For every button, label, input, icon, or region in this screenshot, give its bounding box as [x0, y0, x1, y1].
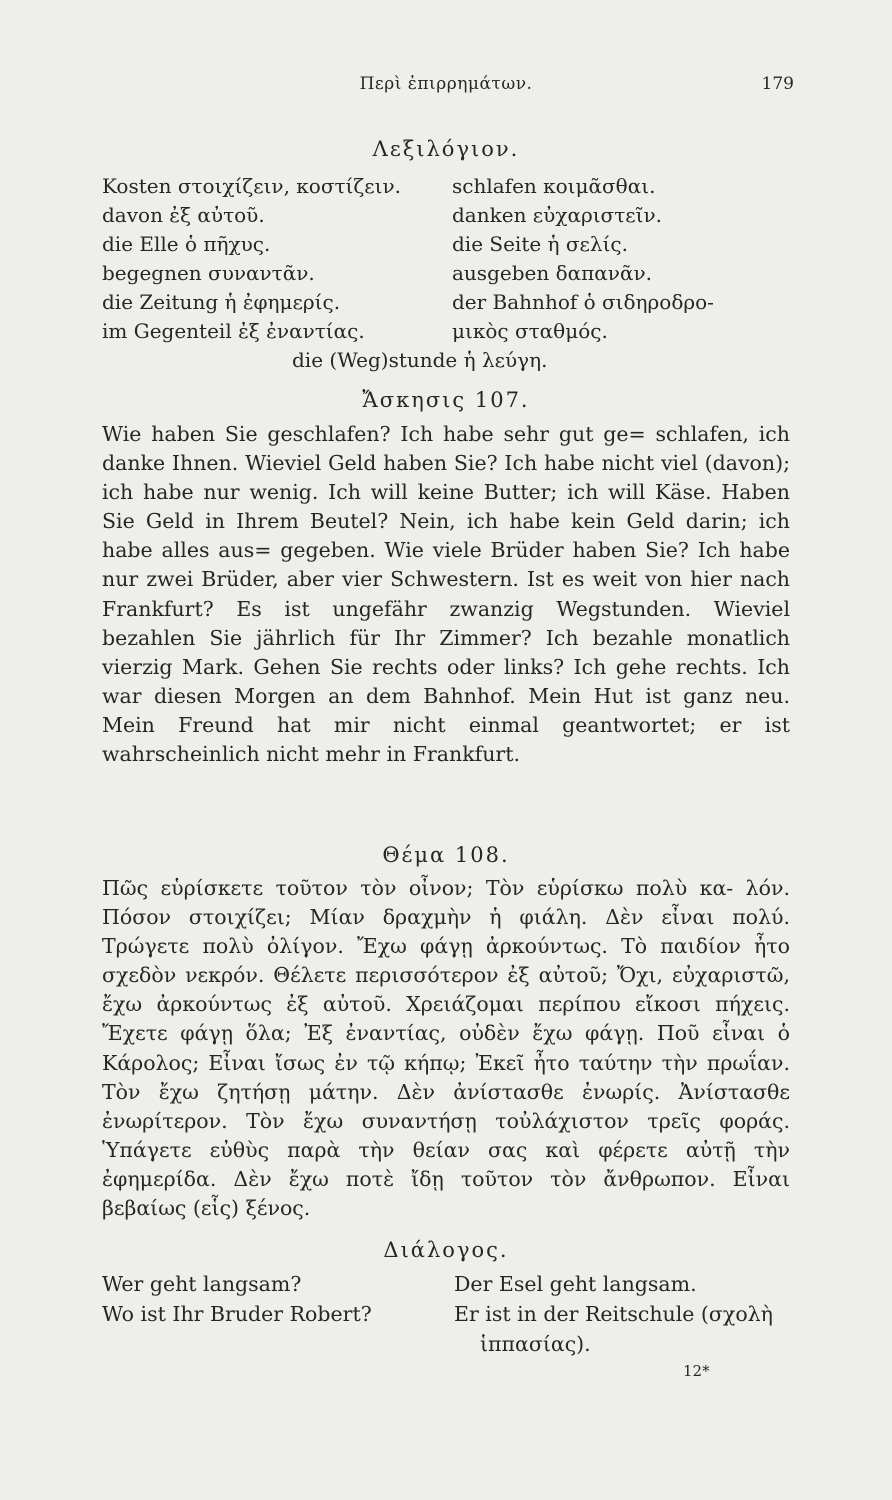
dialogue: [102, 1269, 792, 1359]
vocab-entry: Kosten στοιχίζειν, κοστίζειν.: [102, 174, 401, 198]
vocab-entry: ausgeben δαπανᾶν.: [452, 261, 652, 285]
dialogue-heading: Διάλογος.: [383, 1238, 509, 1262]
dialogue-answer: Der Esel geht langsam.: [454, 1272, 697, 1296]
signature-mark: 12*: [683, 1362, 710, 1380]
running-head: [0, 74, 892, 102]
dialogue-question: Wo ist Ihr Bruder Robert?: [102, 1302, 372, 1326]
dialogue-question: Wer geht langsam?: [102, 1272, 302, 1296]
vocab-row: [102, 230, 792, 259]
theme-text: Πῶς εὑρίσκετε τοῦτον τὸν οἶνον; Τὸν εὑρίσκω πολὺ κα- λόν. Πόσον στοιχίζει; Μίαν δραχμὴν ἡ φιάλη. Δὲν εἶναι πολύ. Τρώγετε πολὺ ὀλίγον. Ἔχω φάγῃ ἀρκούντως. Τὸ παιδίον ἦτο σχεδὸν νεκρόν. Θέλετε περισσότερον ἐξ αὐτοῦ; Ὄχι, εὐχαριστῶ, ἔχω ἀρκούντως ἐξ αὐτοῦ. Χρειάζομαι περίπου εἴκοσι πήχεις. Ἔχετε φάγῃ ὅλα; Ἐξ ἐναντίας, οὐδὲν ἔχω φάγῃ. Ποῦ εἶναι ὁ Κάρολος; Εἶναι ἴσως ἐν τῷ κήπῳ; Ἐκεῖ ἦτο ταύτην τὴν πρωΐαν. Τὸν ἔχω ζητήσῃ μάτην. Δὲν ἀνίστασθε ἐνωρίς. Ἀνίστασθε ἐνωρίτερον. Τὸν ἔχω συναντήσῃ τοὐλάχιστον τρεῖς φοράς. Ὑπάγετε εὐθὺς παρὰ τὴν θείαν σας καὶ φέρετε αὐτῇ τὴν ἐφημερίδα. Δὲν ἔχω ποτὲ ἴδῃ τοῦτον τὸν ἄνθρωπον. Εἶναι βεβαίως (εἷς) ξένος.: [102, 876, 790, 1221]
vocab-entry: schlafen κοιμᾶσθαι.: [452, 174, 656, 198]
vocab-entry: die Seite ἡ σελίς.: [452, 232, 628, 256]
vocab-entry: im Gegenteil ἐξ ἐναντίας.: [102, 319, 365, 343]
vocab-entry: begegnen συναντᾶν.: [102, 261, 315, 285]
dialogue-row: [102, 1269, 792, 1299]
dialogue-row: [102, 1299, 792, 1329]
vocab-row: [102, 317, 792, 346]
vocab-entry: davon ἐξ αὐτοῦ.: [102, 203, 265, 227]
dialogue-answer-continuation: ἱππασίας).: [480, 1332, 591, 1356]
vocab-entry: der Bahnhof ὁ σιδηροδρο-: [452, 290, 714, 314]
vocab-row: [102, 288, 792, 317]
vocab-row: [102, 346, 792, 375]
exercise-text: Wie haben Sie geschlafen? Ich habe sehr gut ge= schlafen, ich danke Ihnen. Wieviel Geld haben Sie? Ich habe nicht viel (davon); ich habe nur wenig. Ich will keine Butter; ich will Käse. Haben Sie Geld in Ihrem Beutel? Nein, ich habe kein Geld darin; ich habe alles aus= gegeben. Wie viele Brüder haben Sie? Ich habe nur zwei Brüder, aber vier Schwestern. Ist es weit von hier nach Frankfurt? Es ist ungefähr zwanzig Wegstunden. Wieviel bezahlen Sie jährlich für Ihr Zimmer? Ich bezahle monatlich vierzig Mark. Gehen Sie rechts oder links? Ich gehe rechts. Ich war diesen Morgen an dem Bahnhof. Mein Hut ist ganz neu. Mein Freund hat mir nicht einmal geantwortet; er ist wahrscheinlich nicht mehr in Frankfurt.: [102, 422, 790, 767]
dialogue-answer: Er ist in der Reitschule (σχολὴ: [454, 1302, 773, 1326]
running-title: Περὶ ἐπιρρημάτων.: [359, 74, 533, 94]
dialogue-row: [102, 1329, 792, 1359]
vocabulary-list: [102, 172, 792, 375]
vocab-entry: die Zeitung ἡ ἐφημερίς.: [102, 290, 341, 314]
vocab-entry: μικὸς σταθμός.: [452, 319, 608, 343]
page-number: 179: [761, 74, 794, 94]
vocab-row: [102, 259, 792, 288]
vocab-entry: danken εὐχαριστεῖν.: [452, 203, 662, 227]
vocab-row: [102, 201, 792, 230]
exercise-heading: Ἄσκησις 107.: [362, 388, 530, 412]
lexicon-heading: Λεξιλόγιον.: [372, 137, 520, 161]
vocab-entry: die (Weg)stunde ἡ λεύγη.: [292, 348, 548, 372]
vocab-row: [102, 172, 792, 201]
theme-heading: Θέμα 108.: [382, 843, 510, 867]
vocab-entry: die Elle ὁ πῆχυς.: [102, 232, 271, 256]
